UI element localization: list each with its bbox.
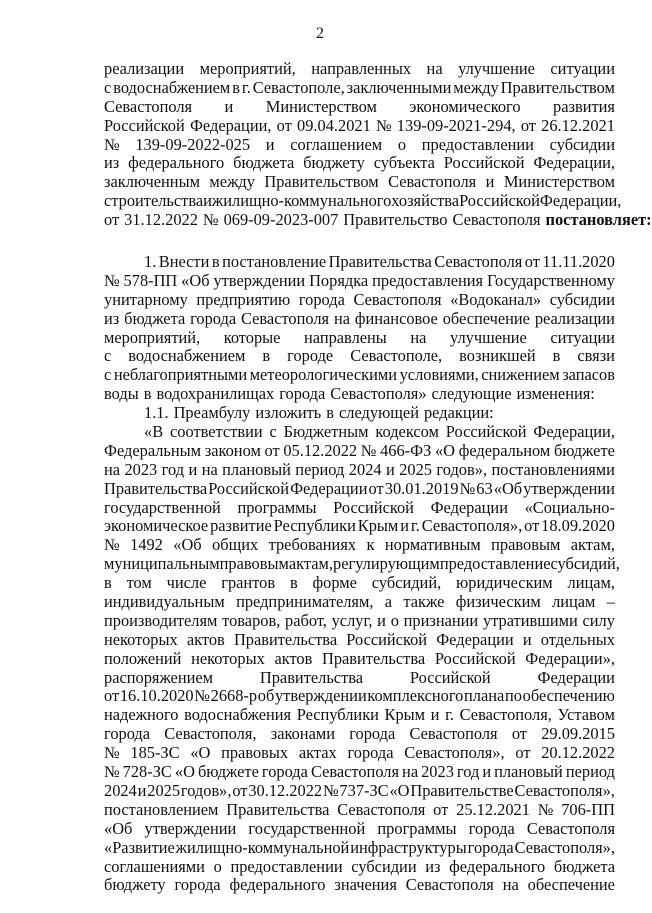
page-number: 2 [316,25,324,42]
item-1-1-heading: 1.1. Преамбулу изложить в следующей редакции: [144,403,494,423]
preamble-line: заключенным между Правительством Севастополя и Министерством [104,172,615,192]
preamble-text-line: 2024 и 2025 годов», от 30.12.2022 № 737-ЗС «О Правительстве Севастополя», [104,780,615,800]
preamble-text-line: некоторых актов Правительства Российской Федерации и отдельных [104,629,615,649]
preamble-text-line: индивидуальным предпринимателям, а также физическим лицам – [104,592,615,612]
preamble-text-line: «Об утверждении государственной программы города Севастополя [104,818,615,838]
preamble-line: с водоснабжением в г. Севастополе, заключенными между Правительством [104,77,615,97]
preamble-text-line: города Севастополя, законами города Севастополя от 29.09.2015 [104,724,615,744]
preamble-text-line: надежного водоснабжения Республики Крым и г. Севастополя, Уставом [104,705,615,725]
item-1-line: 1. Внести в постановление Правительства Севастополя от 11.11.2020 [144,252,615,271]
preamble-text-line: постановлением Правительства Севастополя от 25.12.2021 № 706-ПП [104,799,615,819]
preamble-line: строительства и жилищно-коммунального хозяйства Российской Федерации, [104,191,622,211]
preamble-line: Российской Федерации, от 09.04.2021 № 139-09-2021-294, от 26.12.2021 [104,115,615,135]
amendments-section [104,252,620,895]
preamble-text-line: экономическое развитие Республики Крым и г. Севастополя», от 18.09.2020 [104,516,615,536]
item-1-line: из бюджета города Севастополя на финансовое обеспечение реализации [104,308,615,328]
preamble-text-line: № 728-ЗС «О бюджете города Севастополя на 2023 год и плановый период [104,762,615,782]
preamble-text-line: № 185-ЗС «О правовых актах города Севастополя», от 20.12.2022 [104,743,615,763]
preamble-line: Севастополя и Министерством экономического развития [104,96,615,116]
preamble-text-line: Федеральным законом от 05.12.2022 № 466-ФЗ «О федеральном бюджете [104,440,615,460]
preamble-text-line: распоряжением Правительства Российской Федерации [104,667,615,687]
item-1-line: № 578-ПП «Об утверждении Порядка предоставления Государственному [104,270,615,290]
preamble-text-line: в том числе грантов в форме субсидий, юридическим лицам, [104,573,615,593]
item-1-line: с водоснабжением в городе Севастополе, возникшей в связи [104,346,615,366]
preamble-last-line: от 31.12.2022 № 069-09-2023-007 Правительство Севастополя постановляет: [104,210,652,230]
item-1-line: воды в водохранилищах города Севастополя» следующие изменения: [104,384,595,404]
item-1-line: мероприятий, которые направлены на улучшение ситуации [104,327,615,347]
preamble-paragraph [104,59,652,230]
preamble-line: из федерального бюджета бюджету субъекта Российской Федерации, [104,153,615,173]
preamble-text-line: Правительства Российской Федерации от 30.01.2019 № 63 «Об утверждении [104,478,615,498]
preamble-text-line: соглашениями о предоставлении субсидии из федерального бюджета [104,856,615,876]
preamble-text-line: государственной программы Российской Федерации «Социально- [104,497,615,517]
preamble-text-line: муниципальным правовым актам, регулирующим предоставление субсидий, [104,554,620,574]
preamble-text-line: производителям товаров, работ, услуг, и о признании утратившими силу [104,610,615,630]
preamble-line: № 139-09-2022-025 и соглашением о предоставлении субсидии [104,134,615,154]
preamble-text-line: «Развитие жилищно-коммунальной инфраструктуры города Севастополя», [104,837,615,857]
item-1-line: унитарному предприятию города Севастополя «Водоканал» субсидии [104,289,615,309]
preamble-text-line: № 1492 «Об общих требованиях к нормативным правовым актам, [104,535,615,555]
preamble-text-line: бюджету города федерального значения Севастополя на обеспечение [104,875,615,895]
item-1-line: с неблагоприятными метеорологическими условиями, снижением запасов [104,365,615,385]
preamble-line: реализации мероприятий, направленных на улучшение ситуации [104,59,615,78]
preamble-text-line: «В соответствии с Бюджетным кодексом Российской Федерации, [144,422,615,442]
preamble-text-line: положений некоторых актов Правительства Российской Федерации», [104,648,615,668]
preamble-text-line: на 2023 год и на плановый период 2024 и 2025 годов», постановлениями [104,459,615,479]
preamble-text-line: от 16.10.2020 № 2668-р об утверждении комплексного плана по обеспечению [104,686,615,706]
decree-word: постановляет: [545,210,652,230]
